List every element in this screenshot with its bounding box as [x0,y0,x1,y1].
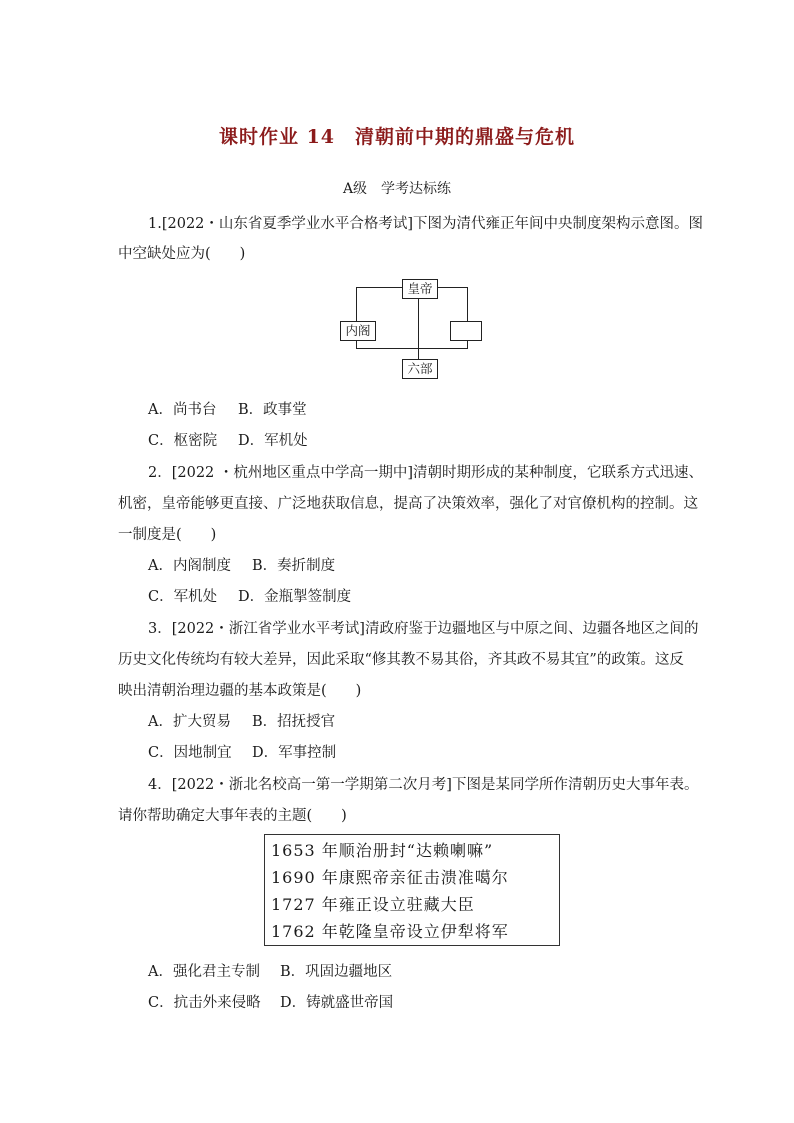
q4-line-2: 请你帮助确定大事年表的主题( ) [118,808,347,824]
section-heading: A级 学考达标练 [342,181,452,197]
q3-option-a[interactable]: A．扩大贸易 [148,714,231,730]
q3-option-d[interactable]: D．军事控制 [252,745,337,761]
q2-option-d[interactable]: D．金瓶掣签制度 [238,589,352,605]
q3-options-row-1 [148,710,335,731]
q4-line-1: 4．[2022・浙北名校高一第一学期第二次月考]下图是某同学所作清朝历史大事年表。 [148,777,699,793]
q1-option-d[interactable]: D．军机处 [238,433,308,449]
timeline-row: 1762 年乾隆皇帝设立伊犁将军 [271,922,509,941]
timeline-row: 1653 年顺治册封“达赖喇嘛” [271,841,494,860]
q2-line-3: 一制度是( ) [118,527,217,543]
q1-option-a[interactable]: A．尚书台 [148,402,217,418]
q1-line-1: 1.[2022・山东省夏季学业水平合格考试]下图为清代雍正年间中央制度架构示意图。图 [148,216,704,232]
q2-option-b[interactable]: B．奏折制度 [252,558,336,574]
timeline-table [264,834,560,946]
q3-option-b[interactable]: B．招抚授官 [252,714,336,730]
q3-line-1: 3．[2022・浙江省学业水平考试]清政府鉴于边疆地区与中原之间、边疆各地区之间的 [148,621,699,637]
q2-option-a[interactable]: A．内阁制度 [148,558,231,574]
q2-line-1: 2．[2022 ・杭州地区重点中学高一期中]清朝时期形成的某种制度，它联系方式迅速、 [148,465,704,481]
page-title: 课时作业 14 清朝前中期的鼎盛与危机 [218,126,576,148]
q4-option-b[interactable]: B．巩固边疆地区 [280,964,393,980]
q3-options-row-2 [148,741,336,762]
q4-options-row-1 [148,960,392,981]
timeline-row: 1690 年康熙帝亲征击溃准噶尔 [271,868,509,887]
diagram-box-six-ministries: 六部 [402,359,438,379]
q3-line-3: 映出清朝治理边疆的基本政策是( ) [118,683,362,699]
q2-option-c[interactable]: C．军机处 [148,589,218,605]
q2-line-2: 机密，皇帝能够更直接、广泛地获取信息，提高了决策效率，强化了对官僚机构的控制。这 [118,496,698,512]
diagram-box-blank [450,321,482,341]
q4-option-d[interactable]: D．铸就盛世帝国 [280,995,394,1011]
q1-option-c[interactable]: C．枢密院 [148,433,218,449]
diagram-box-cabinet: 内阁 [340,321,376,341]
q4-option-c[interactable]: C．抗击外来侵略 [148,995,261,1011]
diagram-connector [418,295,419,360]
diagram-box-emperor: 皇帝 [402,279,438,299]
q1-options-row-2 [148,429,308,450]
timeline-row: 1727 年雍正设立驻藏大臣 [271,895,475,914]
q1-options-row-1 [148,398,307,419]
q2-options-row-2 [148,585,351,606]
q1-option-b[interactable]: B．政事堂 [238,402,307,418]
q1-line-2: 中空缺处应为( ) [118,246,246,262]
q3-option-c[interactable]: C．因地制宜 [148,745,232,761]
q4-options-row-2 [148,991,393,1012]
central-system-diagram [336,277,486,379]
q3-line-2: 历史文化传统均有较大差异，因此采取“修其教不易其俗，齐其政不易其宜”的政策。这反 [118,652,684,668]
q4-option-a[interactable]: A．强化君主专制 [148,964,260,980]
q2-options-row-1 [148,554,335,575]
